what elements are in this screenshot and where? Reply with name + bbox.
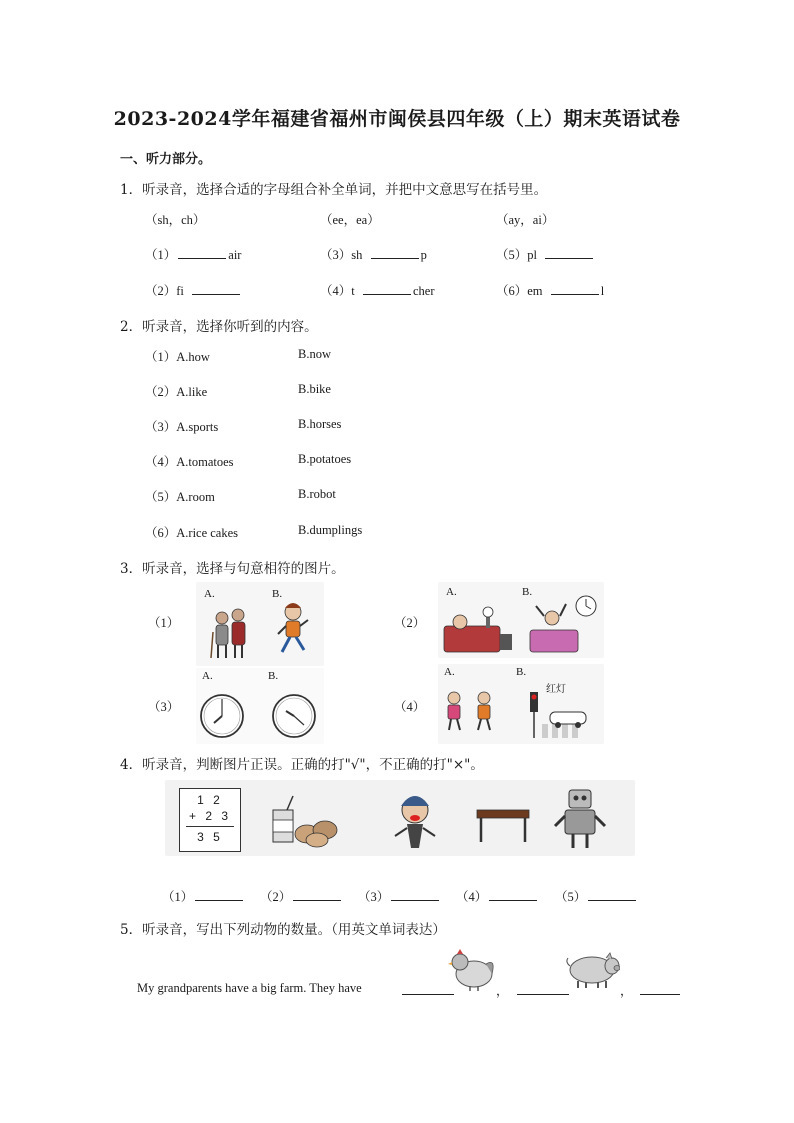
- q3-number-4: （4）: [394, 700, 426, 714]
- comma: ，: [496, 984, 509, 998]
- option-letter-a: A.: [204, 588, 215, 600]
- q4-prompt: 4．听录音，判断图片正误。正确的打"√"，不正确的打"×"。: [120, 757, 484, 773]
- q3-picture-3[interactable]: [196, 668, 324, 744]
- q1-item-1: （1） air: [145, 248, 242, 262]
- option-letter-a: A.: [446, 586, 457, 598]
- option-letter-b: B.: [268, 670, 279, 682]
- q4-answer-2: （2）: [260, 887, 343, 905]
- option-letter-b: B.: [272, 588, 283, 600]
- chicken-icon: [446, 948, 498, 992]
- answer-blank[interactable]: [195, 888, 243, 901]
- q2-option-a[interactable]: （4）A.tomatoes: [145, 455, 234, 469]
- q5-prompt: 5．听录音，写出下列动物的数量。（用英文单词表达）: [120, 922, 446, 938]
- q4-answer-1: （1）: [162, 887, 245, 905]
- old-couple-and-boy-illustration: [196, 582, 324, 666]
- q1-group-1: （sh，ch）: [145, 213, 206, 227]
- q1-item-6: （6）em l: [496, 284, 605, 298]
- q2-option-a[interactable]: （6）A.rice cakes: [145, 526, 239, 540]
- page-title: 2023-2024学年福建省福州市闽侯县四年级（上）期末英语试卷: [113, 108, 681, 130]
- q2-option-b[interactable]: B.dumplings: [298, 523, 363, 537]
- option-letter-a: A.: [202, 670, 213, 682]
- answer-blank[interactable]: [293, 888, 341, 901]
- q1-group-3: （ay，ai）: [496, 213, 555, 227]
- answer-blank[interactable]: [545, 246, 593, 259]
- math-line-3: 3 5: [197, 830, 223, 844]
- answer-blank[interactable]: [640, 982, 680, 995]
- q1-item-4: （4）t cher: [320, 284, 435, 298]
- q4-items-illustration: [165, 780, 635, 856]
- q3-prompt: 3．听录音，选择与句意相符的图片。: [120, 561, 345, 577]
- q2-option-a[interactable]: （1）A.how: [145, 350, 210, 364]
- q2-option-b[interactable]: B.robot: [298, 487, 336, 501]
- answer-blank[interactable]: [588, 888, 636, 901]
- option-letter-b: B.: [522, 586, 533, 598]
- q1-item-2: （2）fi: [145, 281, 242, 299]
- pig-icon: [562, 950, 620, 990]
- q3-number-3: （3）: [148, 700, 180, 714]
- answer-blank[interactable]: [551, 282, 599, 295]
- q2-option-b[interactable]: B.bike: [298, 382, 331, 396]
- q5-sentence: My grandparents have a big farm. They have: [137, 981, 362, 995]
- option-letter-a: A.: [444, 666, 455, 678]
- q4-answer-5: （5）: [555, 887, 638, 905]
- answer-blank[interactable]: [178, 246, 226, 259]
- q1-item-5: （5）pl: [496, 245, 595, 263]
- option-letter-b: B.: [516, 666, 527, 678]
- q2-option-b[interactable]: B.potatoes: [298, 452, 352, 466]
- q1-item-3: （3）sh p: [320, 248, 427, 262]
- q2-option-a[interactable]: （2）A.like: [145, 385, 208, 399]
- comma: ，: [620, 984, 633, 998]
- q4-picture-strip: [165, 780, 635, 856]
- answer-blank[interactable]: [489, 888, 537, 901]
- answer-blank[interactable]: [391, 888, 439, 901]
- q2-option-b[interactable]: B.now: [298, 347, 331, 361]
- red-light-label: 红灯: [546, 684, 566, 695]
- q2-option-b[interactable]: B.horses: [298, 417, 342, 431]
- q3-picture-2[interactable]: [438, 582, 604, 658]
- bed-and-clock-illustration: [438, 582, 604, 658]
- q3-picture-4[interactable]: [438, 664, 604, 744]
- math-line-1: 1 2: [197, 793, 223, 807]
- q3-picture-1[interactable]: [196, 582, 324, 666]
- math-line-2: + 2 3: [188, 809, 232, 823]
- q3-number-2: （2）: [394, 616, 426, 630]
- two-clocks-illustration: [196, 668, 324, 744]
- answer-blank[interactable]: [371, 246, 419, 259]
- q1-prompt: 1．听录音，选择合适的字母组合补全单词，并把中文意思写在括号里。: [120, 182, 548, 198]
- q1-group-2: （ee，ea）: [320, 213, 380, 227]
- q2-option-a[interactable]: （5）A.room: [145, 490, 215, 504]
- q2-option-a[interactable]: （3）A.sports: [145, 420, 219, 434]
- q3-number-1: （1）: [148, 616, 180, 630]
- traffic-crossing-illustration: [438, 664, 604, 744]
- answer-blank[interactable]: [363, 282, 411, 295]
- q4-answer-3: （3）: [358, 887, 441, 905]
- q4-answer-4: （4）: [456, 887, 539, 905]
- section-heading: 一、听力部分。: [120, 152, 212, 167]
- q2-prompt: 2．听录音，选择你听到的内容。: [120, 319, 318, 335]
- answer-blank[interactable]: [192, 282, 240, 295]
